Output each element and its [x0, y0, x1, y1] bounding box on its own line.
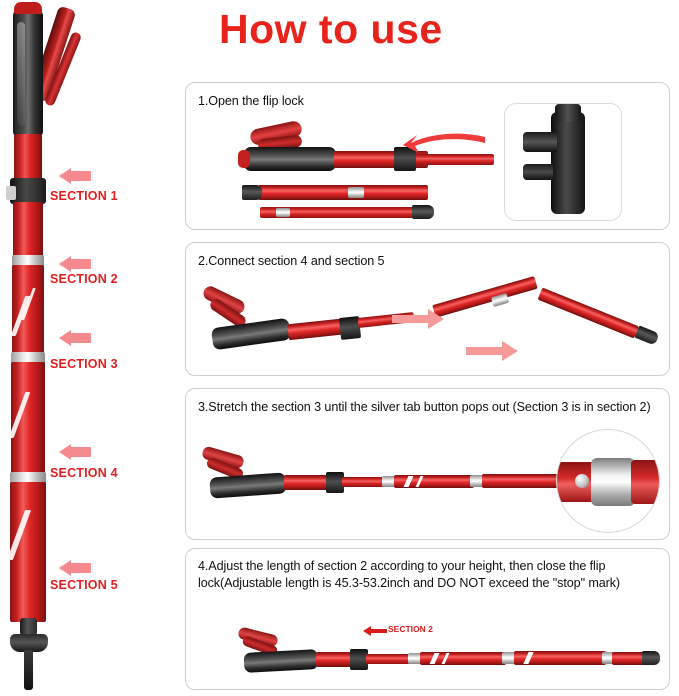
pole-section-3 [12, 265, 44, 355]
arrow-left-icon [58, 560, 92, 576]
step-3-illustration [196, 447, 576, 517]
pole-tip [634, 325, 659, 345]
arrow-right-icon [464, 339, 520, 363]
pole-grip [211, 318, 291, 351]
pole-illustration [0, 0, 175, 696]
arrow-left-icon [58, 256, 92, 272]
pole-section-2 [342, 477, 384, 487]
flip-lock-body [551, 112, 585, 214]
pole-tip [412, 205, 434, 219]
step-2-box [185, 242, 670, 376]
arrow-right-icon [390, 307, 446, 331]
collar [348, 187, 364, 198]
flip-lock-lever[interactable] [6, 186, 16, 200]
collar [276, 208, 290, 217]
step-4-illustration [196, 624, 661, 683]
flip-lock-callout [504, 103, 622, 221]
pole-section-5 [538, 287, 639, 338]
arrow-left-icon [401, 131, 487, 161]
pole-tip [642, 651, 660, 665]
section-label-5: SECTION 5 [50, 578, 118, 592]
pole-section-1 [14, 134, 42, 180]
pole-grip [244, 649, 319, 673]
step-2-illustration [196, 279, 661, 371]
pole-tip [242, 185, 262, 200]
pole-tip-point [24, 650, 33, 690]
section-2-callout-label: SECTION 2 [388, 624, 433, 634]
step-2-text: 2.Connect section 4 and section 5 [198, 254, 385, 268]
section-label-3: SECTION 3 [50, 357, 118, 371]
step-4-box [185, 548, 670, 690]
step-3-text: 3.Stretch the section 3 until the silver tab button pops out (Section 3 is in section 2) [198, 400, 651, 414]
pole-folded-shaft [258, 185, 428, 200]
step-3-box [185, 388, 670, 540]
pole-section-5 [612, 652, 646, 665]
section-label-1: SECTION 1 [50, 189, 118, 203]
pole-grip [209, 472, 286, 498]
pole-grip [244, 147, 336, 171]
callout-shaft-right [631, 460, 660, 504]
pole-section-2 [366, 654, 410, 664]
step-1-text: 1.Open the flip lock [198, 94, 304, 108]
step-1-box [185, 82, 670, 230]
arrow-left-icon [58, 330, 92, 346]
pole-section-4 [432, 276, 537, 318]
silver-tab-callout [556, 429, 660, 533]
page-title: How to use [219, 6, 443, 52]
flip-lock-collar [555, 104, 581, 122]
arrow-left-icon [58, 444, 92, 460]
section-label-4: SECTION 4 [50, 466, 118, 480]
step-4-text: 4.Adjust the length of section 2 according to your height, then close the flip lock(Adjustable length is 45.3-53.2inch and DO NOT exceed the "stop" mark) [198, 559, 621, 590]
grip-highlight [17, 22, 25, 126]
silver-tab-collar [591, 458, 635, 506]
pole-section-2 [13, 202, 43, 258]
section-label-2: SECTION 2 [50, 272, 118, 286]
arrow-left-icon [58, 168, 92, 184]
arrow-left-icon [362, 625, 388, 637]
silver-tab-button[interactable] [575, 474, 589, 488]
grip-end-cap [238, 150, 250, 168]
flip-lock-lever[interactable] [523, 132, 557, 152]
grip-top-cap [14, 2, 42, 14]
flip-lock-lever-lower[interactable] [523, 164, 553, 180]
